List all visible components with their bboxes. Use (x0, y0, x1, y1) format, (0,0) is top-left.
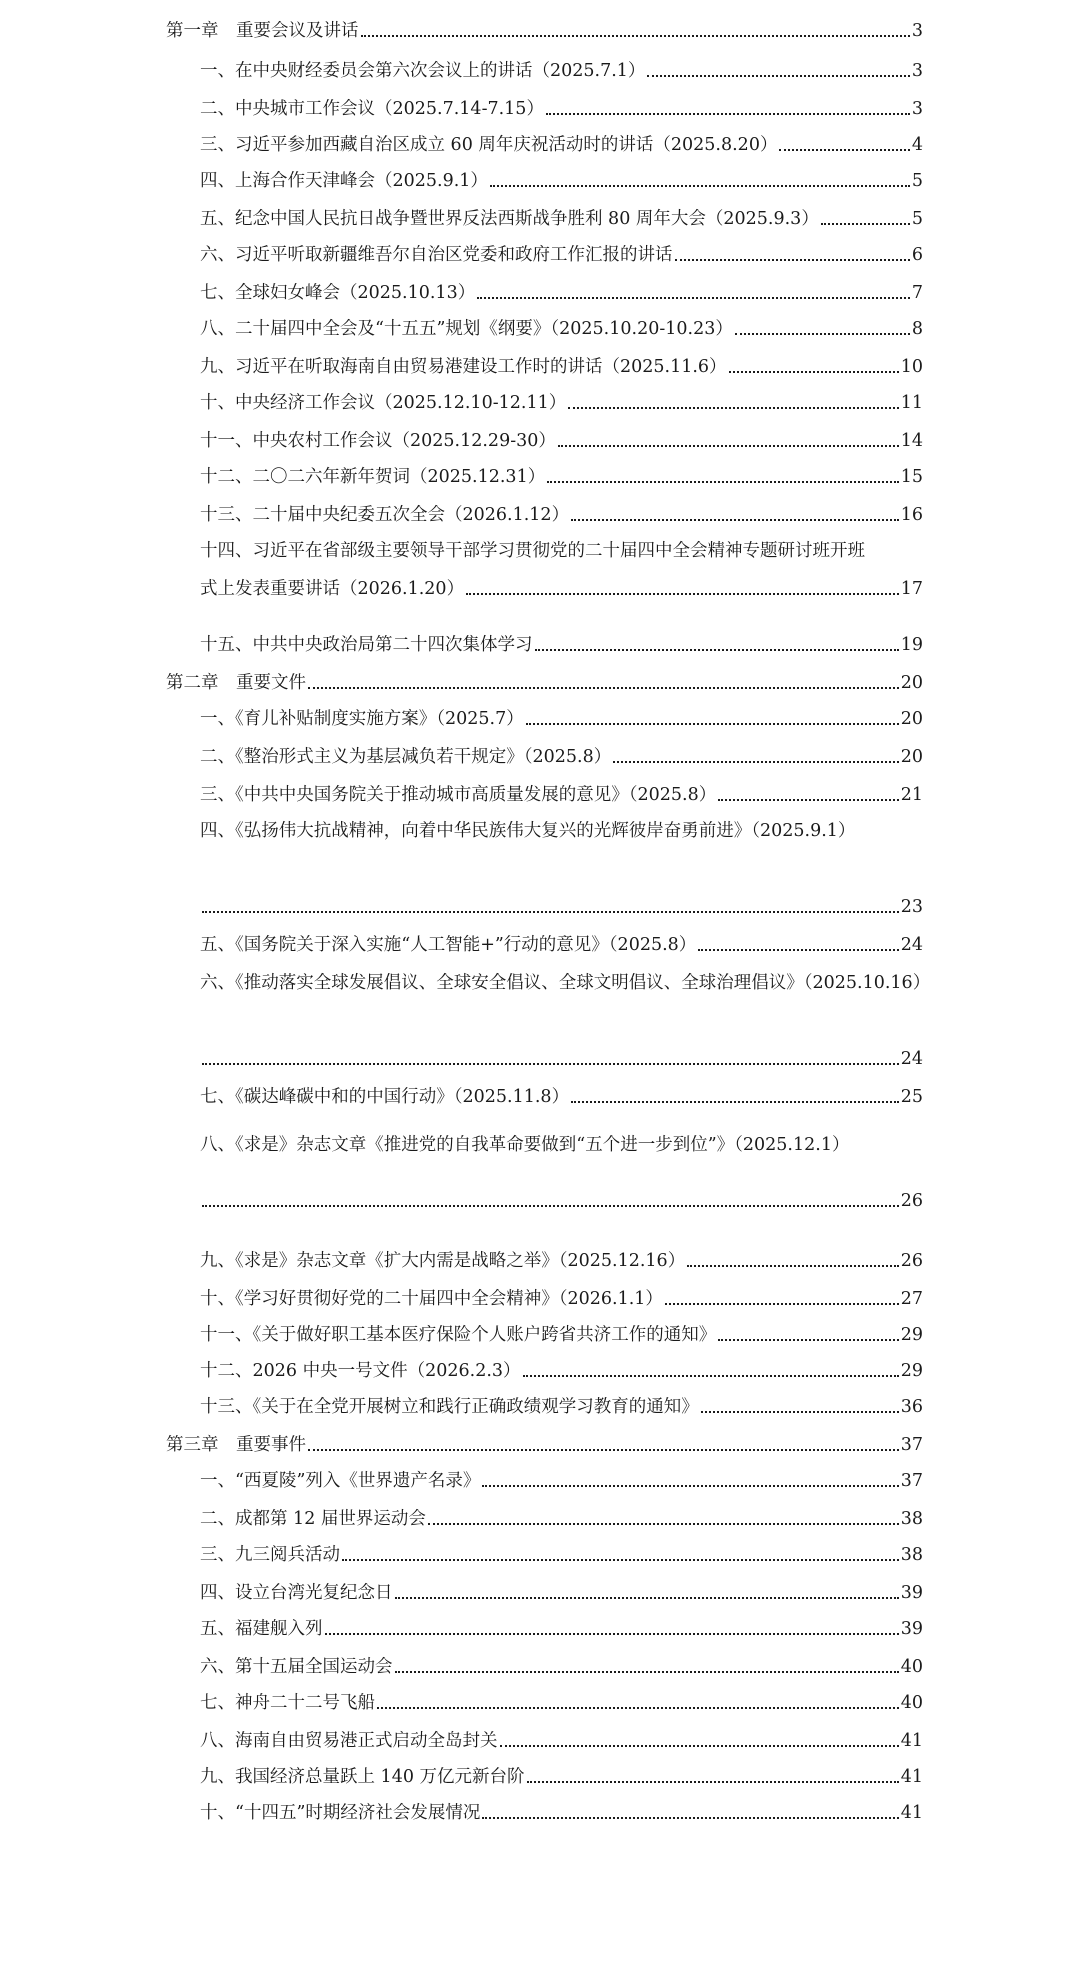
toc-page-number: 3 (911, 21, 923, 41)
toc-page-number: 41 (900, 1767, 923, 1787)
toc-page-number: 4 (911, 135, 923, 155)
toc-entry[interactable] (200, 242, 923, 268)
toc-entry-title: 八、海南自由贸易港正式启动全岛封关 (200, 1731, 498, 1751)
toc-dot-leader (535, 649, 899, 651)
toc-entry-title: 八、二十届四中全会及“十五五”规划《纲要》（2025.10.20-10.23） (200, 319, 733, 339)
toc-entry[interactable] (166, 670, 923, 696)
toc-page-number: 11 (900, 393, 923, 413)
toc-dot-leader (718, 799, 898, 801)
toc-page-number: 39 (900, 1619, 923, 1639)
toc-page-number: 23 (900, 897, 923, 917)
toc-entry[interactable] (200, 1542, 923, 1568)
toc-page-number: 21 (900, 785, 923, 805)
toc-dot-leader (202, 911, 899, 913)
toc-dot-leader (546, 113, 910, 115)
toc-dot-leader (466, 593, 899, 595)
toc-dot-leader (490, 185, 910, 187)
toc-page-number: 38 (900, 1545, 923, 1565)
toc-dot-leader (718, 1339, 898, 1341)
toc-dot-leader (482, 1817, 898, 1819)
toc-entry-title: 三、习近平参加西藏自治区成立 60 周年庆祝活动时的讲话（2025.8.20） (200, 135, 778, 155)
toc-entry[interactable] (200, 132, 923, 158)
toc-page-number: 3 (911, 99, 923, 119)
toc-entry[interactable] (166, 1432, 923, 1458)
toc-dot-leader (325, 1633, 899, 1635)
toc-entry[interactable] (200, 1286, 923, 1312)
toc-dot-leader (687, 1265, 899, 1267)
toc-entry[interactable] (200, 502, 923, 528)
toc-page-number: 14 (900, 431, 923, 451)
toc-page-number: 26 (900, 1191, 923, 1211)
toc-entry-title: 七、神舟二十二号飞船 (200, 1693, 375, 1713)
toc-entry-title: 五、《国务院关于深入实施“人工智能+”行动的意见》（2025.8） (200, 935, 697, 955)
toc-page-number: 39 (900, 1583, 923, 1603)
toc-page-number: 29 (900, 1361, 923, 1381)
toc-page-number: 20 (900, 747, 923, 767)
toc-entry-title: 一、在中央财经委员会第六次会议上的讲话（2025.7.1） (200, 61, 646, 81)
toc-dot-leader (547, 481, 899, 483)
toc-entry-title: 七、《碳达峰碳中和的中国行动》（2025.11.8） (200, 1087, 570, 1107)
toc-entry[interactable] (200, 576, 923, 602)
toc-entry-title: 二、成都第 12 届世界运动会 (200, 1509, 426, 1529)
toc-entry-title-line1[interactable]: 六、《推动落实全球发展倡议、全球安全倡议、全球文明倡议、全球治理倡议》（2025.10.16） (200, 973, 931, 993)
toc-entry[interactable] (200, 1690, 923, 1716)
toc-entry[interactable] (200, 354, 923, 380)
toc-entry-title: 二、《整治形式主义为基层减负若干规定》（2025.8） (200, 747, 612, 767)
toc-page-number: 24 (900, 935, 923, 955)
toc-page-number: 41 (900, 1803, 923, 1823)
toc-page-number: 36 (900, 1397, 923, 1417)
toc-dot-leader (308, 687, 899, 689)
toc-page-number: 16 (900, 505, 923, 525)
toc-dot-leader (647, 75, 909, 77)
toc-entry[interactable] (200, 1468, 923, 1494)
toc-entry[interactable] (200, 96, 923, 122)
toc-dot-leader (571, 1101, 899, 1103)
toc-dot-leader (477, 297, 910, 299)
toc-entry-title: 第一章 重要会议及讲话 (166, 21, 359, 41)
toc-entry-title: 十、中央经济工作会议（2025.12.10-12.11） (200, 393, 567, 413)
toc-page-number: 15 (900, 467, 923, 487)
toc-page-number: 37 (900, 1471, 923, 1491)
toc-entry-title: 九、《求是》杂志文章《扩大内需是战略之举》（2025.12.16） (200, 1251, 686, 1271)
toc-entry-title: 第二章 重要文件 (166, 673, 306, 693)
toc-entry[interactable] (200, 280, 923, 306)
toc-entry-title: 十、《学习好贯彻好党的二十届四中全会精神》（2026.1.1） (200, 1289, 663, 1309)
toc-page-number: 20 (900, 709, 923, 729)
toc-page-number: 40 (900, 1657, 923, 1677)
toc-entry[interactable] (200, 1580, 923, 1606)
toc-dot-leader (482, 1485, 898, 1487)
toc-dot-leader (428, 1523, 899, 1525)
toc-entry-title: 七、全球妇女峰会（2025.10.13） (200, 283, 476, 303)
toc-entry[interactable] (200, 316, 923, 342)
toc-dot-leader (729, 371, 899, 373)
toc-dot-leader (821, 223, 910, 225)
toc-entry-title: 五、福建舰入列 (200, 1619, 323, 1639)
toc-entry-title: 九、习近平在听取海南自由贸易港建设工作时的讲话（2025.11.6） (200, 357, 727, 377)
toc-entry[interactable] (200, 1506, 923, 1532)
toc-page-number: 5 (911, 171, 923, 191)
toc-entry-title: 十、“十四五”时期经济社会发展情况 (200, 1803, 481, 1823)
toc-dot-leader (526, 723, 899, 725)
toc-entry-title: 十五、中共中央政治局第二十四次集体学习 (200, 635, 533, 655)
toc-dot-leader (698, 949, 898, 951)
toc-dot-leader (568, 407, 899, 409)
toc-dot-leader (342, 1559, 899, 1561)
toc-page-number: 20 (900, 673, 923, 693)
toc-dot-leader (779, 149, 909, 151)
toc-entry[interactable] (200, 1046, 923, 1072)
toc-entry-title: 第三章 重要事件 (166, 1435, 306, 1455)
toc-page-number: 38 (900, 1509, 923, 1529)
toc-page-number: 25 (900, 1087, 923, 1107)
toc-entry-title: 式上发表重要讲话（2026.1.20） (200, 579, 465, 599)
toc-entry[interactable] (200, 894, 923, 920)
toc-entry[interactable] (200, 1616, 923, 1642)
toc-entry-title: 十一、《关于做好职工基本医疗保险个人账户跨省共济工作的通知》 (200, 1325, 717, 1345)
toc-dot-leader (613, 761, 898, 763)
toc-entry-title: 十二、二〇二六年新年贺词（2025.12.31） (200, 467, 546, 487)
toc-entry-title-line1[interactable]: 八、《求是》杂志文章《推进党的自我革命要做到“五个进一步到位”》（2025.12.1） (200, 1135, 850, 1155)
toc-entry-title: 十三、二十届中央纪委五次全会（2026.1.12） (200, 505, 570, 525)
toc-entry[interactable] (200, 1800, 923, 1826)
toc-page-number: 19 (900, 635, 923, 655)
toc-dot-leader (395, 1597, 899, 1599)
toc-dot-leader (202, 1205, 899, 1207)
toc-entry[interactable] (200, 1394, 923, 1420)
toc-entry[interactable] (200, 932, 923, 958)
toc-page-number: 6 (911, 245, 923, 265)
toc-page-number: 26 (900, 1251, 923, 1271)
toc-entry-title: 三、《中共中央国务院关于推动城市高质量发展的意见》（2025.8） (200, 785, 717, 805)
toc-dot-leader (202, 1063, 899, 1065)
toc-page-number: 40 (900, 1693, 923, 1713)
toc-entry-title: 十三、《关于在全党开展树立和践行正确政绩观学习教育的通知》 (200, 1397, 699, 1417)
toc-entry[interactable] (200, 1248, 923, 1274)
toc-dot-leader (665, 1303, 899, 1305)
toc-dot-leader (500, 1745, 899, 1747)
toc-entry-title: 一、“西夏陵”列入《世界遗产名录》 (200, 1471, 481, 1491)
toc-entry-title: 六、习近平听取新疆维吾尔自治区党委和政府工作汇报的讲话 (200, 245, 673, 265)
toc-entry-title-line1[interactable]: 十四、习近平在省部级主要领导干部学习贯彻党的二十届四中全会精神专题研讨班开班 (200, 541, 865, 561)
toc-entry[interactable] (200, 1728, 923, 1754)
toc-entry[interactable] (200, 632, 923, 658)
toc-page-number: 29 (900, 1325, 923, 1345)
toc-entry[interactable] (200, 1358, 923, 1384)
toc-entry[interactable] (200, 782, 923, 808)
toc-page-number: 3 (911, 61, 923, 81)
toc-entry-title: 十二、2026 中央一号文件（2026.2.3） (200, 1361, 521, 1381)
toc-dot-leader (675, 259, 910, 261)
toc-page-number: 8 (911, 319, 923, 339)
toc-entry-title: 五、纪念中国人民抗日战争暨世界反法西斯战争胜利 80 周年大会（2025.9.3） (200, 209, 819, 229)
toc-entry[interactable] (200, 1654, 923, 1680)
toc-entry[interactable] (200, 744, 923, 770)
toc-entry[interactable] (200, 168, 923, 194)
toc-entry[interactable] (200, 390, 923, 416)
toc-page-number: 27 (900, 1289, 923, 1309)
toc-dot-leader (361, 35, 910, 37)
toc-dot-leader (308, 1449, 899, 1451)
toc-entry[interactable] (200, 1084, 923, 1110)
toc-entry[interactable] (200, 1188, 923, 1214)
toc-entry[interactable] (200, 1764, 923, 1790)
toc-entry-title: 十一、中央农村工作会议（2025.12.29-30） (200, 431, 556, 451)
toc-page-number: 37 (900, 1435, 923, 1455)
toc-entry-title: 九、我国经济总量跃上 140 万亿元新台阶 (200, 1767, 525, 1787)
toc-entry[interactable] (200, 428, 923, 454)
toc-page-number: 41 (900, 1731, 923, 1751)
toc-entry[interactable] (200, 706, 923, 732)
toc-dot-leader (558, 445, 899, 447)
toc-dot-leader (377, 1707, 899, 1709)
toc-entry[interactable] (200, 464, 923, 490)
toc-page-number: 7 (911, 283, 923, 303)
toc-entry[interactable] (200, 206, 923, 232)
toc-entry-title: 一、《育儿补贴制度实施方案》（2025.7） (200, 709, 524, 729)
toc-entry-title: 二、中央城市工作会议（2025.7.14-7.15） (200, 99, 544, 119)
toc-page-number: 10 (900, 357, 923, 377)
toc-entry-title: 三、九三阅兵活动 (200, 1545, 340, 1565)
toc-entry-title-line1[interactable]: 四、《弘扬伟大抗战精神，向着中华民族伟大复兴的光辉彼岸奋勇前进》（2025.9.1） (200, 821, 856, 841)
toc-page-number: 17 (900, 579, 923, 599)
toc-dot-leader (523, 1375, 899, 1377)
toc-page-number: 24 (900, 1049, 923, 1069)
toc-entry-title: 六、第十五届全国运动会 (200, 1657, 393, 1677)
toc-dot-leader (701, 1411, 899, 1413)
toc-dot-leader (395, 1671, 899, 1673)
toc-dot-leader (571, 519, 899, 521)
toc-entry[interactable] (200, 58, 923, 84)
toc-entry[interactable] (166, 18, 923, 44)
toc-entry-title: 四、设立台湾光复纪念日 (200, 1583, 393, 1603)
toc-dot-leader (735, 333, 910, 335)
toc-page-number: 5 (911, 209, 923, 229)
toc-entry[interactable] (200, 1322, 923, 1348)
toc-entry-title: 四、上海合作天津峰会（2025.9.1） (200, 171, 488, 191)
toc-dot-leader (527, 1781, 899, 1783)
